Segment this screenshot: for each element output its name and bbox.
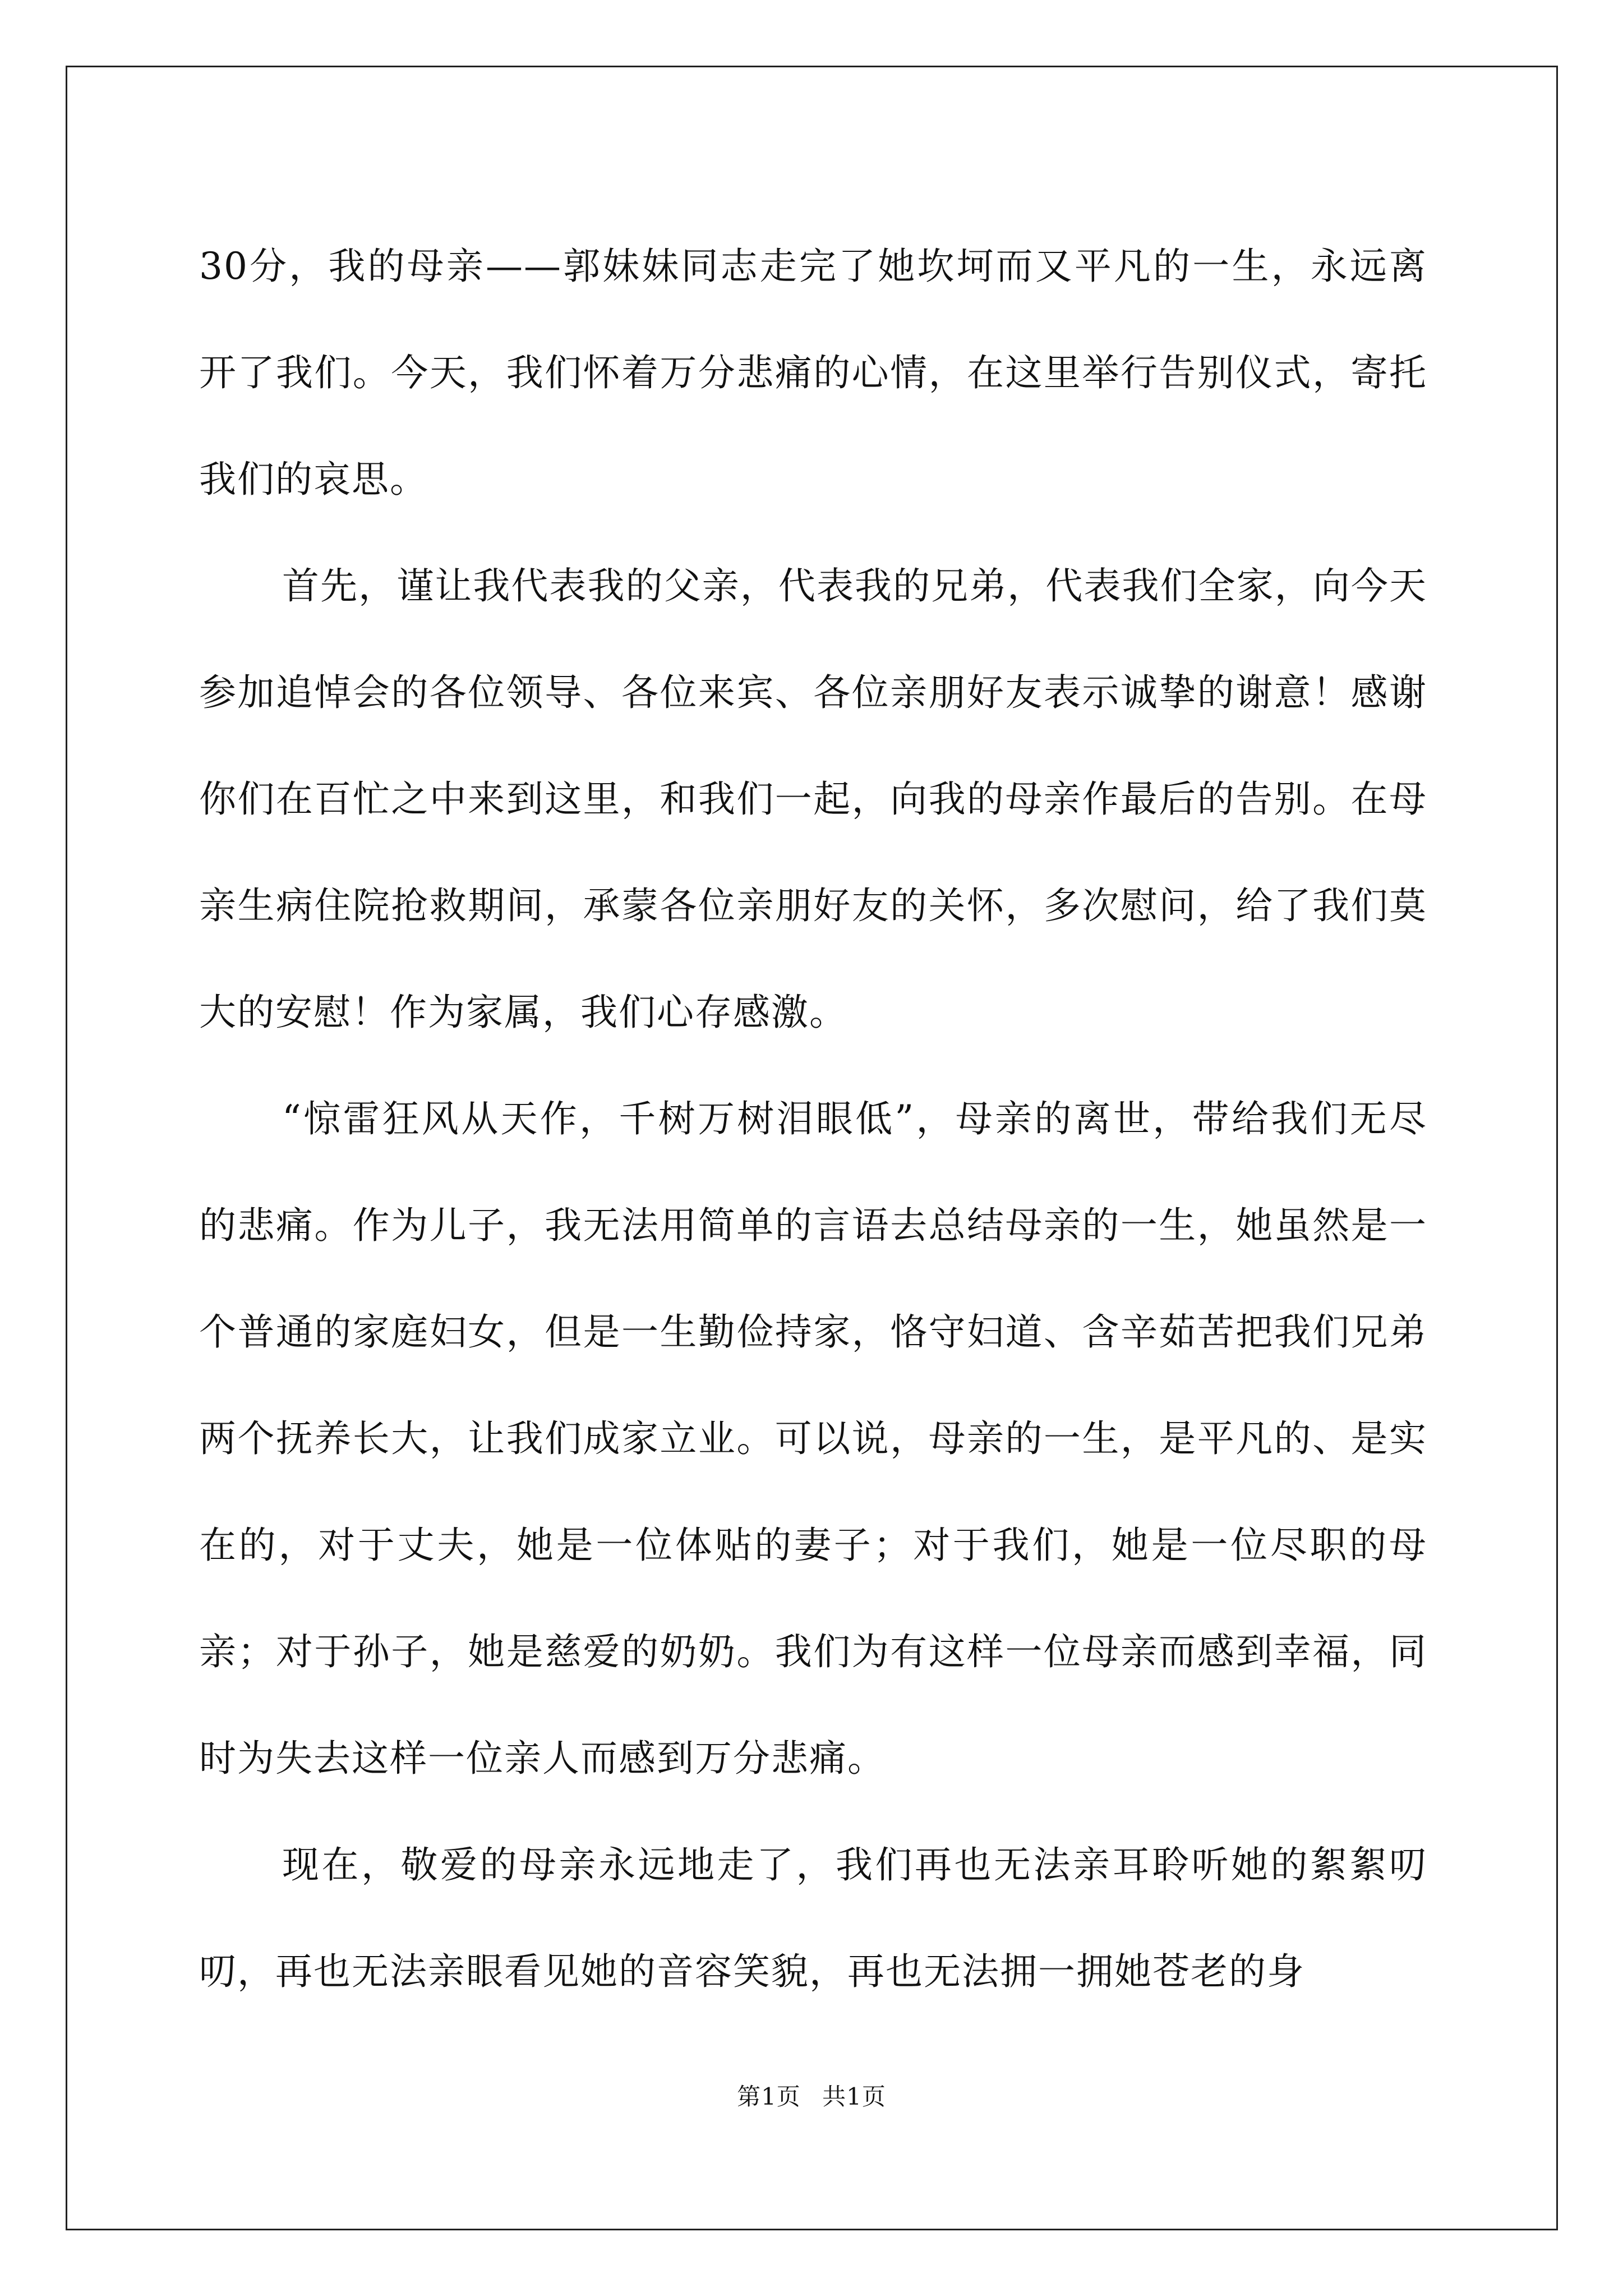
page-number-current: 第1页	[737, 2083, 801, 2110]
page-number-total: 共1页	[822, 2083, 886, 2110]
page-footer	[0, 2078, 1623, 2112]
paragraph-4: 现在，敬爱的母亲永远地走了，我们再也无法亲耳聆听她的絮絮叨叨，再也无法亲眼看见她的音容笑貌，再也无法拥一拥她苍老的身	[199, 1843, 1427, 1993]
paragraph-3: “惊雷狂风从天作，千树万树泪眼低”，母亲的离世，带给我们无尽的悲痛。作为儿子，我无法用简单的言语去总结母亲的一生，她虽然是一个普通的家庭妇女，但是一生勤俭持家，恪守妇道、含辛茹苦把我们兄弟两个抚养长大，让我们成家立业。可以说，母亲的一生，是平凡的、是实在的，对于丈夫，她是一位体贴的妻子；对于我们，她是一位尽职的母亲；对于孙子，她是慈爱的奶奶。我们为有这样一位母亲而感到幸福，同时为失去这样一位亲人而感到万分悲痛。	[199, 1097, 1427, 1780]
paragraph-1: 30分，我的母亲——郭妹妹同志走完了她坎坷而又平凡的一生，永远离开了我们。今天，我们怀着万分悲痛的心情，在这里举行告别仪式，寄托我们的哀思。	[199, 245, 1427, 501]
document-body	[199, 213, 1427, 2025]
paragraph-2: 首先，谨让我代表我的父亲，代表我的兄弟，代表我们全家，向今天参加追悼会的各位领导、各位来宾、各位亲朋好友表示诚挚的谢意！感谢你们在百忙之中来到这里，和我们一起，向我的母亲作最后的告别。在母亲生病住院抢救期间，承蒙各位亲朋好友的关怀，多次慰问，给了我们莫大的安慰！作为家属，我们心存感激。	[199, 564, 1427, 1034]
